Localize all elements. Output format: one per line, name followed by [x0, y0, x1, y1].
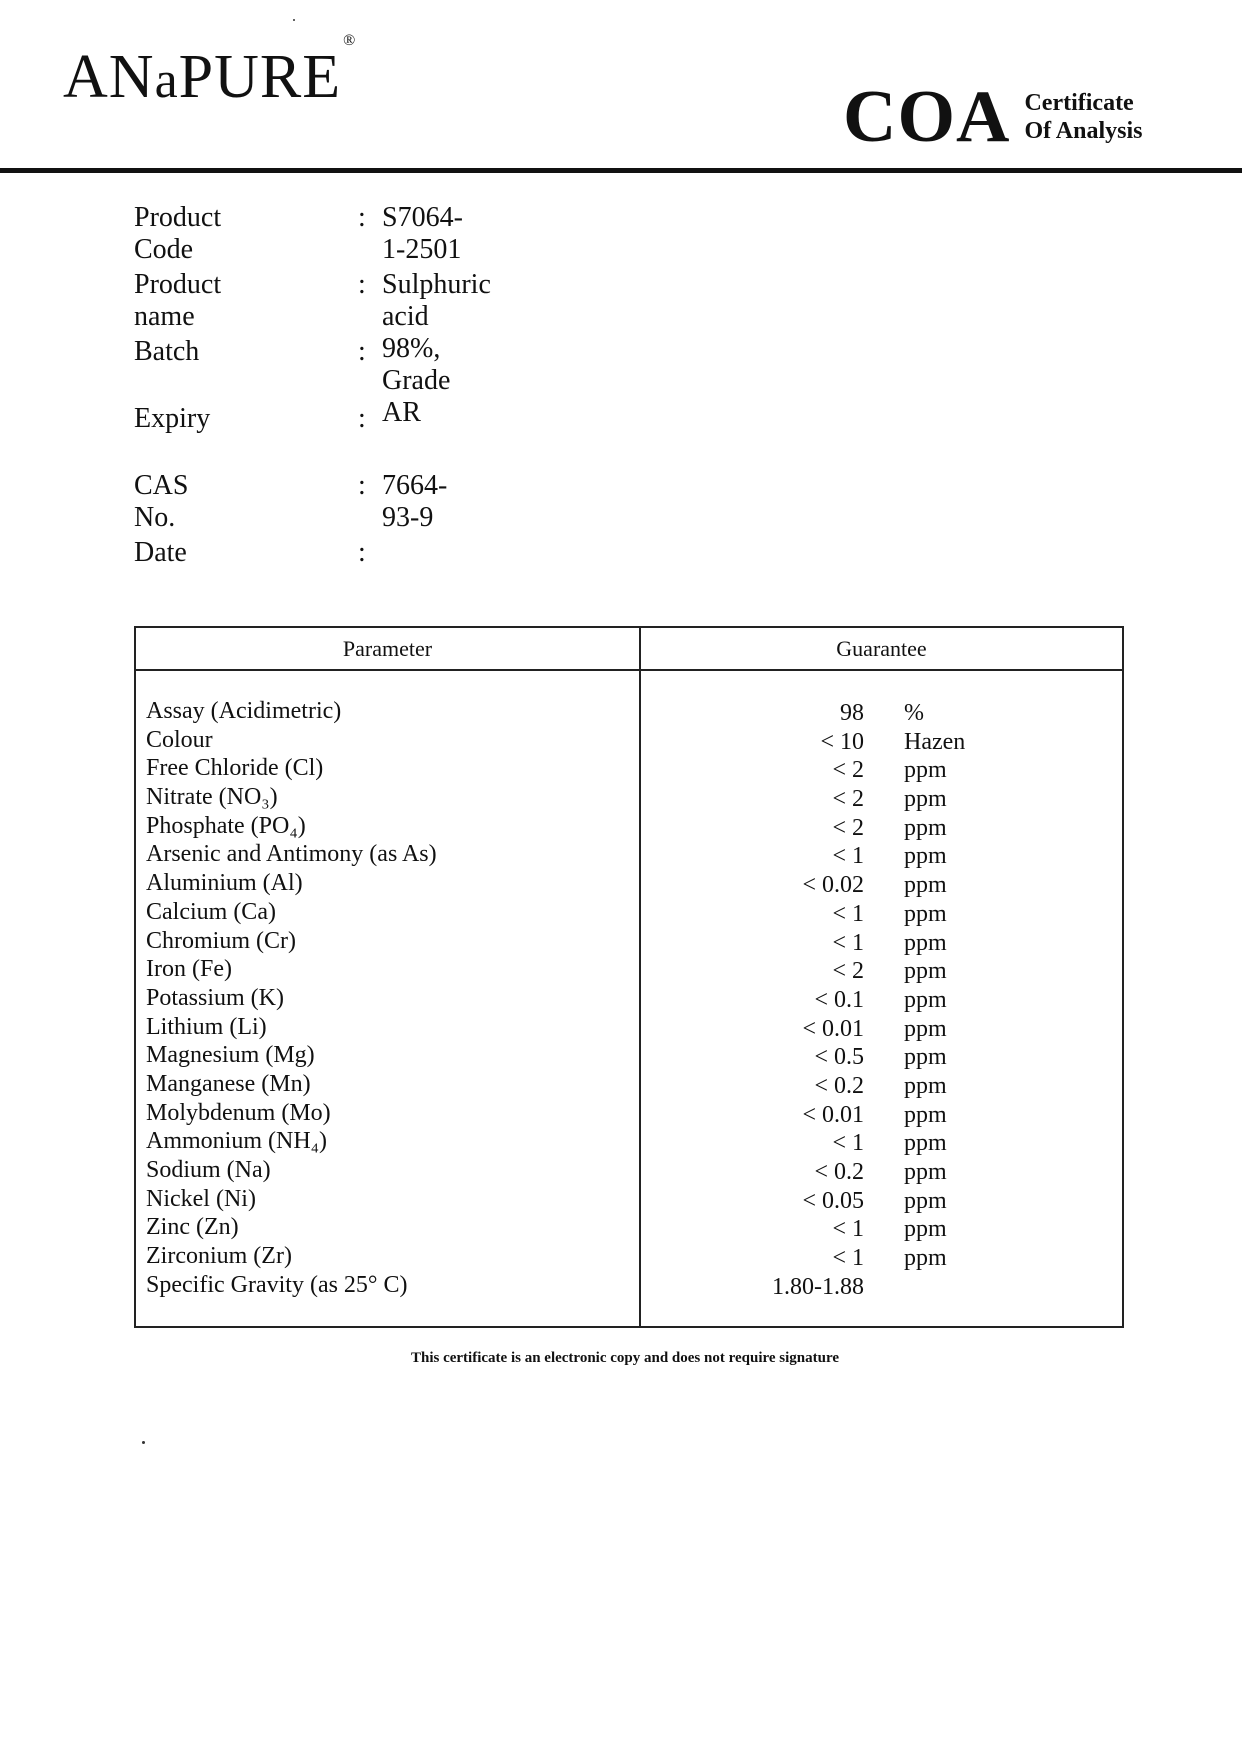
document-type [843, 76, 1143, 158]
info-separator: : [358, 202, 366, 233]
parameter-name: Nickel (Ni) [146, 1185, 256, 1212]
table-row [146, 783, 1122, 812]
parameter-name: Chromium (Cr) [146, 927, 296, 954]
coa-abbr: COA [843, 76, 1011, 158]
info-label: Product Code [134, 202, 222, 265]
info-label: Date [134, 537, 187, 568]
info-separator: : [358, 470, 366, 501]
parameter-name: Ammonium (NH₄) [146, 1128, 328, 1155]
guarantee-value: < 0.5 [814, 1044, 864, 1071]
table-row [146, 726, 1122, 755]
guarantee-value: < 0.1 [814, 986, 864, 1013]
parameter-name: Iron (Fe) [146, 956, 232, 983]
guarantee-unit: Hazen [904, 728, 966, 755]
guarantee-unit: ppm [904, 1072, 947, 1099]
column-header-parameter: Parameter [342, 636, 433, 661]
table-row [146, 1013, 1122, 1042]
parameter-name: Magnesium (Mg) [146, 1042, 315, 1069]
guarantee-value: < 0.02 [802, 872, 864, 899]
table-row [146, 1242, 1122, 1271]
guarantee-unit: ppm [904, 1101, 947, 1128]
table-row [146, 1156, 1122, 1185]
guarantee-value: < 0.05 [802, 1187, 864, 1214]
guarantee-value: < 1 [832, 1216, 864, 1243]
guarantee-unit: ppm [904, 872, 947, 899]
parameter-name: Sodium (Na) [146, 1157, 271, 1183]
info-label: Expiry [134, 403, 211, 434]
table-row [146, 984, 1122, 1013]
parameter-name: Zinc (Zn) [146, 1214, 239, 1241]
info-label: Batch [134, 336, 200, 367]
guarantee-unit: ppm [904, 1015, 947, 1042]
table-row [146, 898, 1122, 927]
info-value: 7664-93-9 [382, 470, 448, 533]
guarantee-value: 1.80-1.88 [772, 1273, 864, 1300]
parameter-name: Nitrate (NO₃) [146, 784, 278, 811]
scan-speck [293, 19, 295, 21]
table-row [146, 1070, 1122, 1099]
parameter-name: Potassium (K) [146, 984, 284, 1011]
brand-prefix: AN [63, 43, 155, 111]
guarantee-value: < 2 [832, 757, 864, 784]
guarantee-value: < 1 [832, 1130, 864, 1157]
guarantee-value: < 1 [832, 900, 864, 927]
info-label: CAS No. [134, 470, 189, 533]
guarantee-value: < 0.01 [802, 1101, 864, 1128]
guarantee-unit: ppm [904, 986, 947, 1013]
guarantee-value: < 0.2 [814, 1159, 864, 1185]
parameter-name: Assay (Acidimetric) [146, 698, 342, 724]
table-row [146, 1213, 1122, 1242]
scan-speck [142, 1441, 145, 1444]
parameter-name: Arsenic and Antimony (as As) [146, 841, 437, 868]
info-separator: : [358, 269, 366, 300]
guarantee-value: < 2 [832, 958, 864, 985]
info-value: S7064-1-2501 [382, 202, 463, 265]
table-row [146, 1041, 1122, 1070]
parameter-name: Specific Gravity (as 25° C) [146, 1271, 408, 1298]
guarantee-unit: ppm [904, 1216, 947, 1243]
parameter-name: Calcium (Ca) [146, 898, 276, 925]
parameter-name: Phosphate (PO₄) [146, 812, 306, 839]
guarantee-unit: ppm [904, 786, 947, 813]
table-row [146, 869, 1122, 898]
brand-a: a [154, 52, 179, 109]
table-row [146, 927, 1122, 956]
table-row [146, 697, 1122, 726]
analysis-table [134, 626, 1124, 1328]
guarantee-unit: ppm [904, 1044, 947, 1071]
table-row [146, 812, 1122, 841]
table-row [146, 1099, 1122, 1128]
parameter-name: Aluminium (Al) [146, 870, 303, 897]
table-row [146, 1185, 1122, 1214]
coa-title-line1: Certificate [1024, 90, 1134, 116]
guarantee-unit: ppm [904, 843, 947, 870]
guarantee-unit: ppm [904, 1130, 947, 1157]
guarantee-unit: ppm [904, 1245, 947, 1272]
table-row [146, 840, 1122, 869]
guarantee-unit: ppm [904, 1159, 947, 1185]
column-header-guarantee: Guarantee [836, 636, 927, 661]
parameter-name: Zirconium (Zr) [146, 1243, 292, 1270]
guarantee-value: < 1 [832, 843, 864, 870]
table-row [146, 1127, 1122, 1156]
info-label: Product name [134, 269, 222, 332]
guarantee-value: < 2 [832, 786, 864, 813]
info-separator: : [358, 537, 366, 568]
header-row-divider [136, 669, 1122, 671]
table-row [146, 955, 1122, 984]
guarantee-value: 98 [840, 700, 864, 726]
guarantee-value: < 1 [832, 929, 864, 956]
info-separator: : [358, 336, 366, 367]
registered-mark: ® [343, 32, 357, 50]
table-body [146, 697, 1122, 1299]
guarantee-value: < 0.01 [802, 1015, 864, 1042]
table-row [146, 1271, 1122, 1300]
info-value: Sulphuric acid 98%, Grade AR [382, 269, 491, 428]
parameter-name: Free Chloride (Cl) [146, 755, 324, 782]
guarantee-value: < 0.2 [814, 1072, 864, 1099]
coa-title-line2: Of Analysis [1024, 118, 1143, 144]
parameter-name: Molybdenum (Mo) [146, 1099, 331, 1126]
guarantee-unit: ppm [904, 900, 947, 927]
guarantee-unit: ppm [904, 929, 947, 956]
footer-note: This certificate is an electronic copy and does not require signature [410, 1350, 840, 1366]
brand-logo [63, 32, 357, 111]
parameter-name: Lithium (Li) [146, 1013, 267, 1040]
parameter-name: Manganese (Mn) [146, 1070, 311, 1097]
guarantee-unit: ppm [904, 757, 947, 784]
guarantee-unit: % [904, 700, 924, 726]
guarantee-value: < 1 [832, 1245, 864, 1272]
guarantee-unit: ppm [904, 1187, 947, 1214]
header-divider [0, 168, 1242, 173]
table-row [146, 754, 1122, 783]
guarantee-unit: ppm [904, 814, 947, 841]
coa-full-title [1024, 89, 1142, 145]
guarantee-value: < 10 [820, 728, 864, 755]
brand-suffix: PURE [178, 43, 342, 111]
guarantee-unit: ppm [904, 958, 947, 985]
parameter-name: Colour [146, 726, 213, 753]
info-separator: : [358, 403, 366, 434]
guarantee-value: < 2 [832, 814, 864, 841]
